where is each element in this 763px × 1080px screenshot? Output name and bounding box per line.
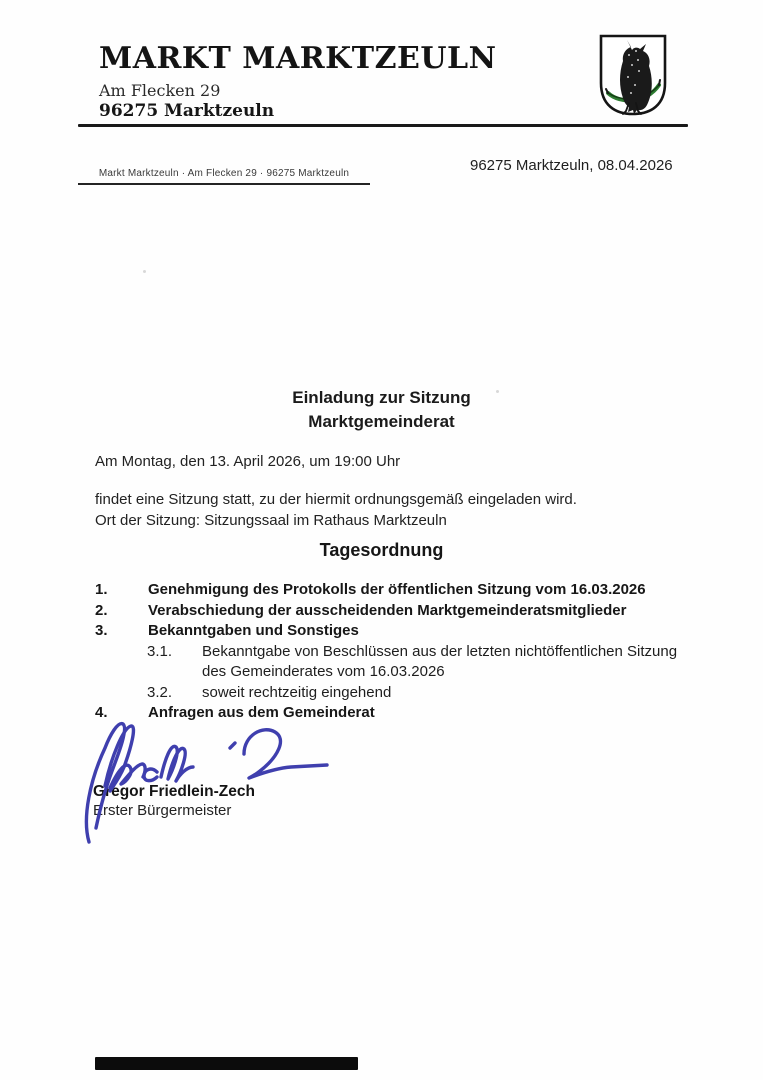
return-address: Markt Marktzeuln · Am Flecken 29 · 96275 Marktzeuln bbox=[78, 168, 370, 185]
org-address-city: 96275 Marktzeuln bbox=[99, 101, 275, 121]
signer-title: Erster Bürgermeister bbox=[93, 802, 232, 819]
org-address-street: Am Flecken 29 bbox=[99, 81, 221, 100]
coat-of-arms-owl-on-sickle-icon bbox=[597, 33, 669, 117]
document-title-line1: Einladung zur Sitzung bbox=[292, 388, 471, 407]
agenda-item-number: 4. bbox=[95, 704, 108, 721]
agenda-item-1 bbox=[95, 580, 695, 601]
agenda-item-text: Bekanntgabe von Beschlüssen aus der letzten nichtöffentlichen Sitzung des Gemeinderates vom 16.03.2026 bbox=[202, 642, 678, 680]
meeting-datetime-line: Am Montag, den 13. April 2026, um 19:00 Uhr bbox=[95, 453, 401, 470]
agenda-heading: Tagesordnung bbox=[319, 540, 444, 560]
handwritten-signature bbox=[63, 714, 333, 848]
agenda-list bbox=[95, 580, 695, 724]
scan-speck bbox=[496, 390, 499, 393]
document-title bbox=[0, 386, 763, 434]
agenda-item-number: 3.2. bbox=[147, 683, 173, 701]
agenda-item-number: 2. bbox=[95, 601, 108, 619]
agenda-item-3-2 bbox=[95, 683, 695, 704]
scan-artifact-bar bbox=[95, 1057, 358, 1070]
agenda-item-text: Genehmigung des Protokolls der öffentlichen Sitzung vom 16.03.2026 bbox=[148, 581, 646, 598]
agenda-item-number: 1. bbox=[95, 581, 108, 598]
agenda-item-2 bbox=[95, 601, 695, 622]
header-divider bbox=[78, 124, 688, 127]
agenda-item-3 bbox=[95, 621, 695, 642]
document-title-line2: Marktgemeinderat bbox=[308, 412, 455, 431]
org-name: MARKT MARKTZEULN bbox=[99, 41, 497, 76]
place-date-line: 96275 Marktzeuln, 08.04.2026 bbox=[470, 157, 673, 174]
agenda-item-text: Verabschiedung der ausscheidenden Marktgemeinderatsmitglieder bbox=[148, 601, 627, 619]
agenda-item-3-1 bbox=[95, 642, 695, 683]
invitation-line: findet eine Sitzung statt, zu der hiermit ordnungsgemäß eingeladen wird. bbox=[95, 491, 577, 508]
agenda-item-text: soweit rechtzeitig eingehend bbox=[202, 683, 392, 701]
location-line: Ort der Sitzung: Sitzungssaal im Rathaus Marktzeuln bbox=[95, 512, 447, 529]
agenda-item-number: 3. bbox=[95, 622, 108, 639]
agenda-item-number: 3.1. bbox=[147, 642, 173, 660]
agenda-item-text: Bekanntgaben und Sonstiges bbox=[148, 622, 359, 639]
signer-name: Gregor Friedlein-Zech bbox=[93, 783, 255, 800]
letterhead bbox=[99, 42, 497, 122]
agenda-item-text: Anfragen aus dem Gemeinderat bbox=[148, 704, 375, 721]
scan-speck bbox=[143, 270, 146, 273]
